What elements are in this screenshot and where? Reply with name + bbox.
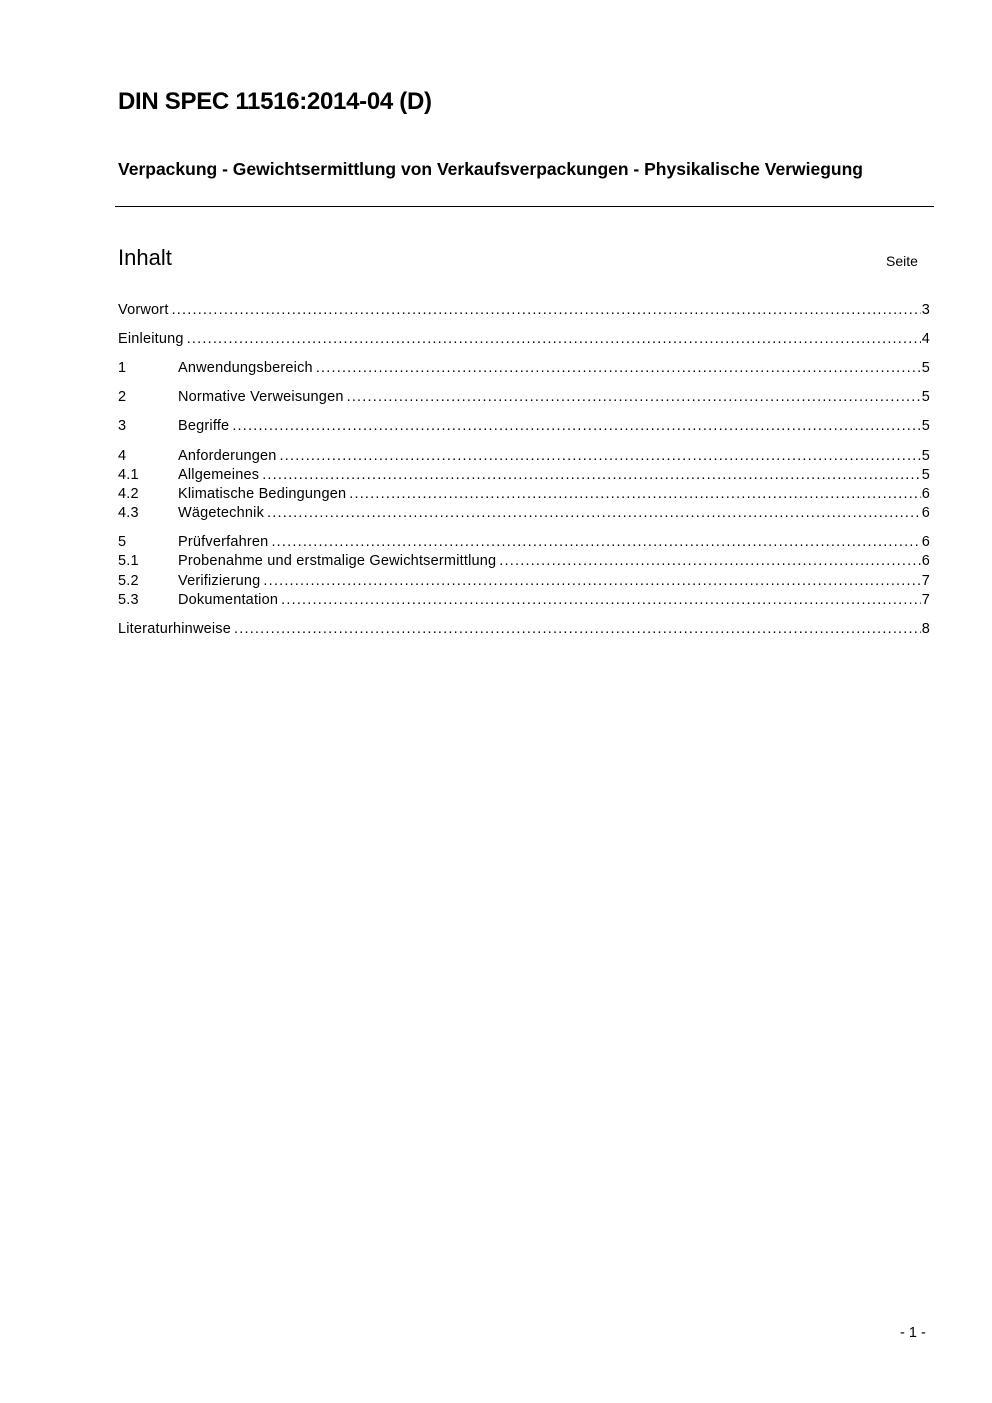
toc-entry-5-2[interactable] <box>118 573 930 592</box>
toc-entry-2[interactable] <box>118 389 930 408</box>
toc-entry-4[interactable] <box>118 448 930 467</box>
toc-entry-page: 6 <box>921 534 930 550</box>
toc-entry-number: 4 <box>118 448 127 464</box>
toc-leader <box>234 621 921 637</box>
toc-entry-title: Wägetechnik <box>178 505 265 521</box>
toc-entry-title: Anwendungsbereich <box>178 360 313 376</box>
toc-entry-page: 7 <box>921 573 930 589</box>
toc-entry-vorwort[interactable] <box>118 302 930 321</box>
title-divider <box>115 206 934 207</box>
toc-entry-number: 3 <box>118 418 127 434</box>
toc-entry-title: Vorwort <box>118 302 169 318</box>
toc-entry-title: Allgemeines <box>178 467 260 483</box>
toc-entry-einleitung[interactable] <box>118 331 930 350</box>
toc-entry-page: 4 <box>921 331 930 347</box>
toc-entry-title: Literaturhinweise <box>118 621 232 637</box>
toc-entry-title: Verifizierung <box>178 573 261 589</box>
toc-leader <box>271 534 920 550</box>
toc-entry-number: 4.3 <box>118 505 139 521</box>
toc-leader <box>316 360 921 376</box>
toc-entry-page: 7 <box>921 592 930 608</box>
document-title: DIN SPEC 11516:2014-04 (D) <box>118 88 432 115</box>
toc-entry-page: 6 <box>921 553 930 569</box>
document-subtitle: Verpackung - Gewichtsermittlung von Verkaufsverpackungen - Physikalische Verwiegung <box>118 159 863 179</box>
toc-entry-3[interactable] <box>118 418 930 437</box>
toc-leader <box>262 467 921 483</box>
toc-leader <box>267 505 921 521</box>
toc-leader <box>281 592 921 608</box>
toc-leader <box>187 331 921 347</box>
toc-leader <box>263 573 920 589</box>
toc-entry-number: 5.2 <box>118 573 139 589</box>
toc-entry-5-3[interactable] <box>118 592 930 611</box>
toc-entry-number: 2 <box>118 389 127 405</box>
toc-entry-number: 4.2 <box>118 486 139 502</box>
toc-entry-title: Normative Verweisungen <box>178 389 344 405</box>
toc-entry-title: Anforderungen <box>178 448 277 464</box>
toc-entry-title: Begriffe <box>178 418 230 434</box>
toc-entry-page: 8 <box>921 621 930 637</box>
toc-entry-page: 3 <box>921 302 930 318</box>
toc-entry-page: 5 <box>921 467 930 483</box>
toc-entry-page: 5 <box>921 418 930 434</box>
toc-entry-number: 5 <box>118 534 127 550</box>
toc-entry-page: 5 <box>921 360 930 376</box>
toc-leader <box>349 486 920 502</box>
toc-entry-number: 5.1 <box>118 553 139 569</box>
toc-entry-number: 5.3 <box>118 592 139 608</box>
toc-entry-title: Dokumentation <box>178 592 279 608</box>
toc-entry-page: 6 <box>921 486 930 502</box>
toc-leader <box>499 553 920 569</box>
toc-entry-number: 4.1 <box>118 467 139 483</box>
toc-entry-4-3[interactable] <box>118 505 930 524</box>
toc-entry-title: Probenahme und erstmalige Gewichtsermittlung <box>178 553 497 569</box>
toc-entry-page: 6 <box>921 505 930 521</box>
page-column-label: Seite <box>886 253 918 269</box>
toc-leader <box>232 418 920 434</box>
toc-entry-title: Klimatische Bedingungen <box>178 486 347 502</box>
toc-heading: Inhalt <box>118 245 172 270</box>
toc-entry-4-1[interactable] <box>118 467 930 486</box>
toc-leader <box>347 389 921 405</box>
toc-entry-literaturhinweise[interactable] <box>118 621 930 640</box>
toc-entry-page: 5 <box>921 389 930 405</box>
toc-entry-5-1[interactable] <box>118 553 930 572</box>
toc-entry-1[interactable] <box>118 360 930 379</box>
toc-leader <box>172 302 921 318</box>
toc-entry-5[interactable] <box>118 534 930 553</box>
toc-entry-title: Einleitung <box>118 331 184 347</box>
toc-entry-4-2[interactable] <box>118 486 930 505</box>
toc-entry-title: Prüfverfahren <box>178 534 269 550</box>
toc-leader <box>280 448 921 464</box>
toc-entry-number: 1 <box>118 360 127 376</box>
toc-entry-page: 5 <box>921 448 930 464</box>
page-number: - 1 - <box>900 1325 926 1341</box>
